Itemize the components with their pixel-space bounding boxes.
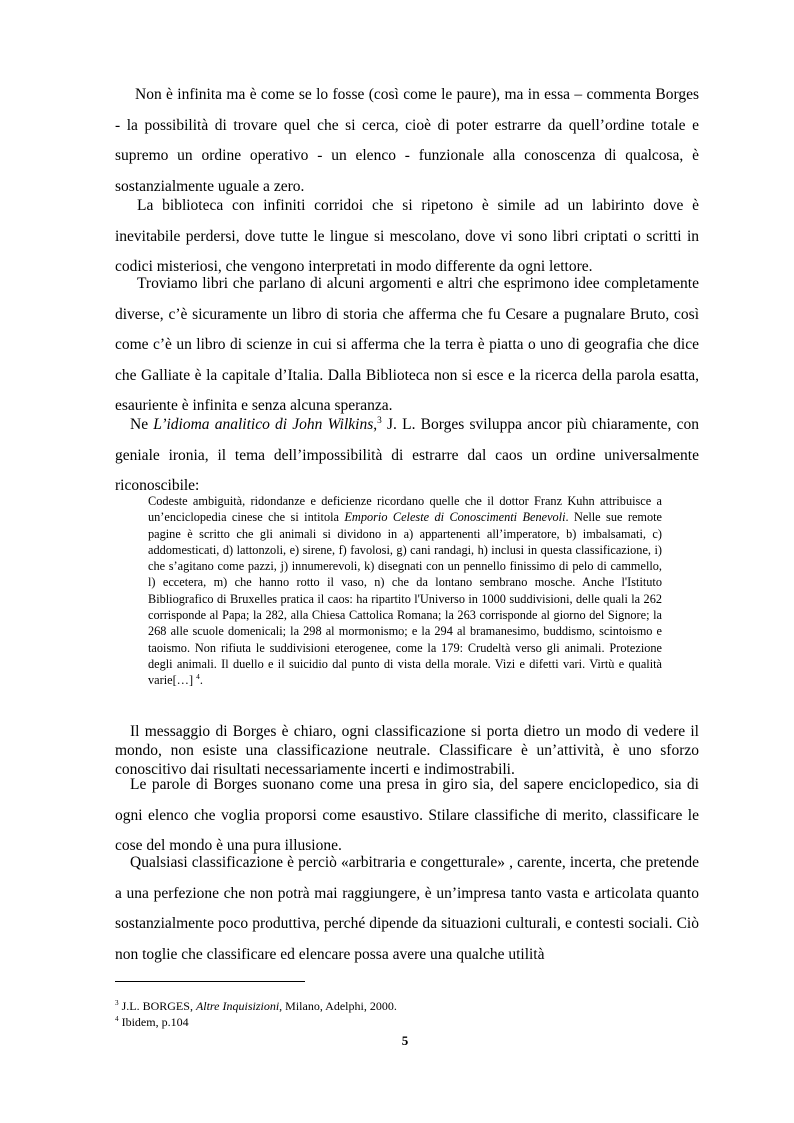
- paragraph-4-lead: Ne: [130, 416, 154, 433]
- paragraph-2: La biblioteca con infiniti corridoi che si ripetono è simile ad un labirinto dove è inevitabile perdersi, dove tutte le lingue si mescolano, dove vi sono libri criptati o scritti in codici misteriosi, che vengono interpretati in modo differente da ogni lettore.: [115, 197, 699, 275]
- quote-end: .: [199, 673, 203, 688]
- quote-title: Emporio Celeste di Conoscimenti Benevoli: [344, 510, 566, 525]
- page-number: 5: [401, 1033, 409, 1048]
- quote-rest: . Nelle sue remote pagine è scritto che gli animali si dividono in a) appartenenti all’imperatore, b) imbalsamati, c) addomesticati, d) lattonzoli, e) sirene, f) favolosi, g) cani randagi, h) inclusi in questa classificazione, i) che s’agitano come pazzi, j) innumerevoli, k) disegnati con un pennello finissimo di pelo di cammello, l) eccetera, m) che hanno rotto il vaso, n) che da lontano sembrano mosche. Anche l'Istituto Bibliografico di Bruxelles pratica il caos: ha ripartito l'Universo in 1000 suddivisioni, delle quali la 262 corrisponde al Papa; la 282, alla Chiesa Cattolica Romana; la 263 corrisponde al giorno del Signore; la 268 alle scuole domenicali; la 298 al mormonismo; e la 294 al bramanesimo, buddismo, scintoismo e taoismo. Non rifiuta le suddivisioni eterogenee, come la 179: Crudeltà verso gli animali. Protezione degli animali. Il duello e il suicidio dal punto di vista della morale. Vizi e difetti vari. Virtù e qualità varie[…]: [148, 510, 662, 688]
- paragraph-4-rest: J. L. Borges sviluppa ancor più chiaramente, con geniale ironia, il tema dell’impossibilità di estrarre dal caos un ordine universalmente riconoscibile:: [115, 416, 699, 494]
- footnote-3: $^3$ J.L. BORGES, Altre Inquisizioni, Milano, Adelphi, 2000.: [115, 999, 397, 1013]
- paragraph-1: Non è infinita ma è come se lo fosse (così come le paure), ma in essa – commenta Borges - la possibilità di trovare quel che si cerca, cioè di poter estrarre da quell’ordine totale e supremo un ordine operativo - un elenco - funzionale alla conoscenza di qualcosa, è sostanzialmente uguale a zero.: [115, 86, 699, 195]
- paragraph-5: Il messaggio di Borges è chiaro, ogni classificazione si porta dietro un modo di vedere il mondo, non esiste una classificazione neutrale. Classificare è un’attività, è uno sforzo conoscitivo dai risultati necessariamente incerti e indimostrabili.: [115, 723, 699, 778]
- quote-lead: Codeste ambiguità, ridondanze e deficienze ricordano quelle che il dottor Franz Kuhn attribuisce a un’enciclopedia cinese che si intitola: [148, 494, 662, 525]
- paragraph-4: Ne L’idioma analitico di John Wilkins,$^3$ J. L. Borges sviluppa ancor più chiaramente, con geniale ironia, il tema dell’impossibilità di estrarre dal caos un ordine universalmente riconoscibile:: [115, 415, 699, 494]
- footnote-separator: [115, 981, 305, 982]
- footnote-3-title: Altre Inquisizioni: [195, 999, 280, 1013]
- paragraph-6: Le parole di Borges suonano come una presa in giro sia, del sapere enciclopedico, sia di ogni elenco che voglia proporsi come esaustivo. Stilare classifiche di merito, classificare le cose del mondo è una pura illusione.: [115, 776, 699, 854]
- block-quote: [148, 493, 662, 689]
- paragraph-7: Qualsiasi classificazione è perciò «arbitraria e congetturale» , carente, incerta, che pretende a una perfezione che non potrà mai raggiungere, è un’impresa tanto vasta e articolata quanto sostanzialmente poco produttiva, perché dipende da situazioni culturali, e contesti sociali. Ciò non toglie che classificare ed elencare possa avere una qualche utilità: [115, 854, 699, 963]
- footnote-4: $^4$ Ibidem, p.104: [115, 1015, 189, 1029]
- footnote-4-mark: 4: [115, 1015, 119, 1023]
- footnote-3-mark: 3: [115, 999, 119, 1007]
- paragraph-3: Troviamo libri che parlano di alcuni argomenti e altri che esprimono idee completamente diverse, c’è sicuramente un libro di storia che afferma che fu Cesare a pugnalare Bruto, così come c’è un libro di scienze in cui si afferma che la terra è piatta o uno di geografia che dice che Galliate è la capitale d’Italia. Dalla Biblioteca non si esce e la ricerca della parola esatta, esauriente è infinita e senza alcuna speranza.: [115, 275, 699, 414]
- book-title: L’idioma analitico di John Wilkins: [153, 416, 374, 433]
- footnote-ref-3[interactable]: 3: [377, 415, 382, 426]
- footnote-ref-4[interactable]: 4: [196, 672, 200, 682]
